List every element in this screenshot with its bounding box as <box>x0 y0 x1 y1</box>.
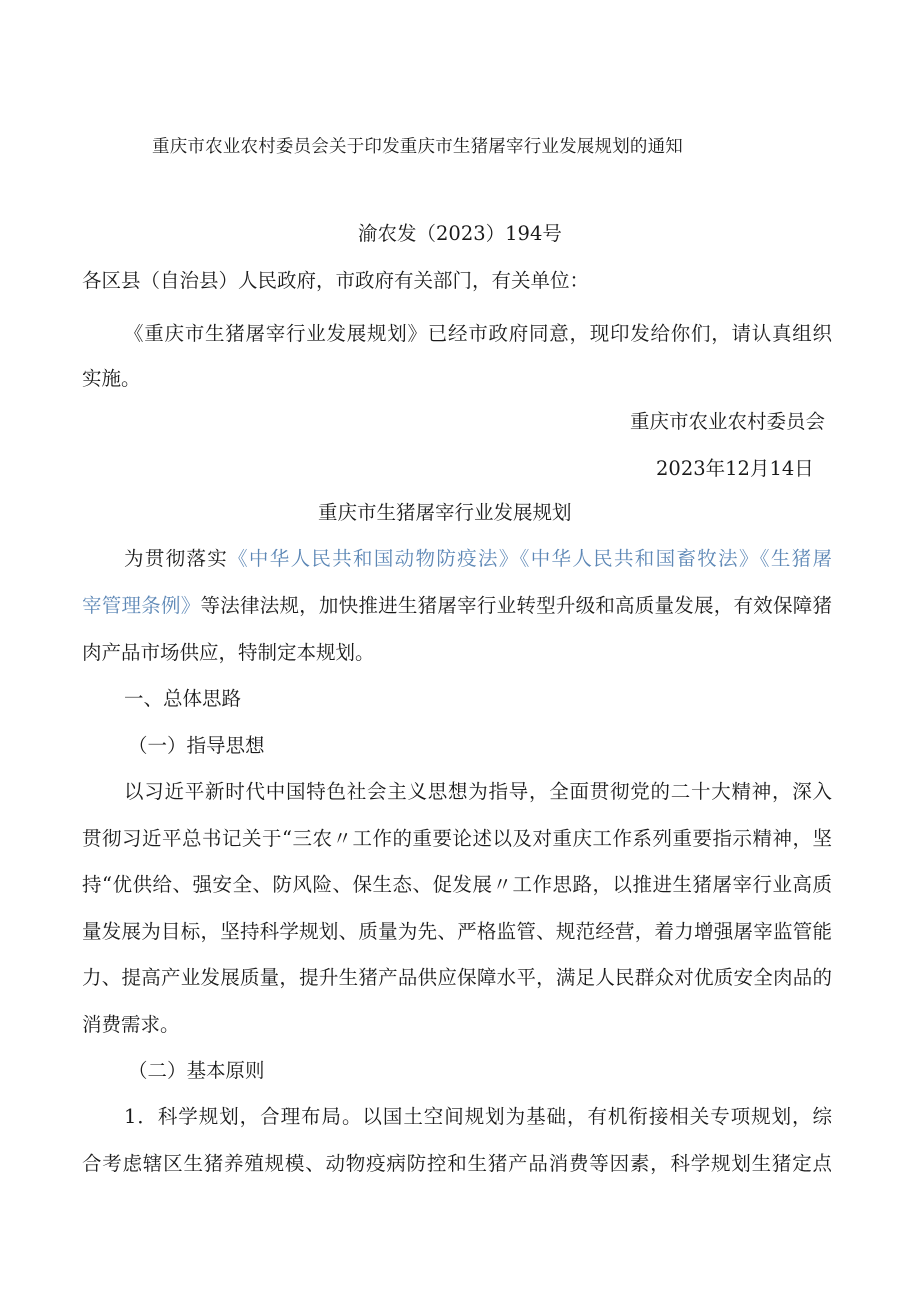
issue-date: 2023年12月14日 <box>656 457 814 480</box>
intro-text: 等法律法规，加快推进生猪屠宰行业转型升级和高质量发展，有效保障猪 <box>200 594 832 617</box>
notice-title: 重庆市农业农村委员会关于印发重庆市生猪屠宰行业发展规划的通知 <box>152 137 683 157</box>
notice-body-line: 《重庆市生猪屠宰行业发展规划》已经市政府同意，现印发给你们，请认真组织 <box>124 322 832 345</box>
plan-intro-line <box>124 546 832 572</box>
paragraph-line: 力、提高产业发展质量，提升生猪产品供应保障水平，满足人民群众对优质安全肉品的 <box>82 966 832 989</box>
issuer: 重庆市农业农村委员会 <box>630 410 826 433</box>
subsection-heading: （一）指导思想 <box>128 734 265 757</box>
paragraph-line: 贯彻习近平总书记关于“三农〃工作的重要论述以及对重庆工作系列重要指示精神，坚 <box>82 827 832 850</box>
law-link-animal-husbandry[interactable]: 《中华人民共和国畜牧法》 <box>519 547 760 570</box>
plan-title: 重庆市生猪屠宰行业发展规划 <box>318 501 572 524</box>
plan-intro-line <box>82 593 832 619</box>
section-heading: 一、总体思路 <box>124 687 242 710</box>
paragraph-line: 合考虑辖区生猪养殖规模、动物疫病防控和生猪产品消费等因素，科学规划生猪定点 <box>82 1152 832 1175</box>
paragraph-line: 持“优供给、强安全、防风险、保生态、促发展〃工作思路，以推进生猪屠宰行业高质 <box>82 873 832 896</box>
document-number: 渝农发（2023）194号 <box>358 222 562 245</box>
law-link-slaughter-regulation[interactable]: 《生猪屠 <box>759 547 832 570</box>
law-link-animal-epidemic[interactable]: 《中华人民共和国动物防疫法》 <box>228 547 520 570</box>
paragraph-line: 量发展为目标，坚持科学规划、质量为先、严格监管、规范经营，着力增强屠宰监管能 <box>82 920 832 943</box>
notice-body-line: 实施。 <box>82 367 141 390</box>
subsection-heading: （二）基本原则 <box>128 1059 265 1082</box>
intro-prefix: 为贯彻落实 <box>124 547 229 570</box>
law-link-slaughter-regulation[interactable]: 宰管理条例》 <box>82 594 201 617</box>
paragraph-line: 以习近平新时代中国特色社会主义思想为指导，全面贯彻党的二十大精神，深入 <box>124 780 832 803</box>
recipients: 各区县（自治县）人民政府，市政府有关部门，有关单位： <box>82 269 590 292</box>
plan-intro-line: 肉产品市场供应，特制定本规划。 <box>82 641 375 664</box>
paragraph-line: 消费需求。 <box>82 1013 180 1036</box>
paragraph-line: 1．科学规划，合理布局。以国土空间规划为基础，有机衔接相关专项规划，综 <box>124 1105 832 1128</box>
